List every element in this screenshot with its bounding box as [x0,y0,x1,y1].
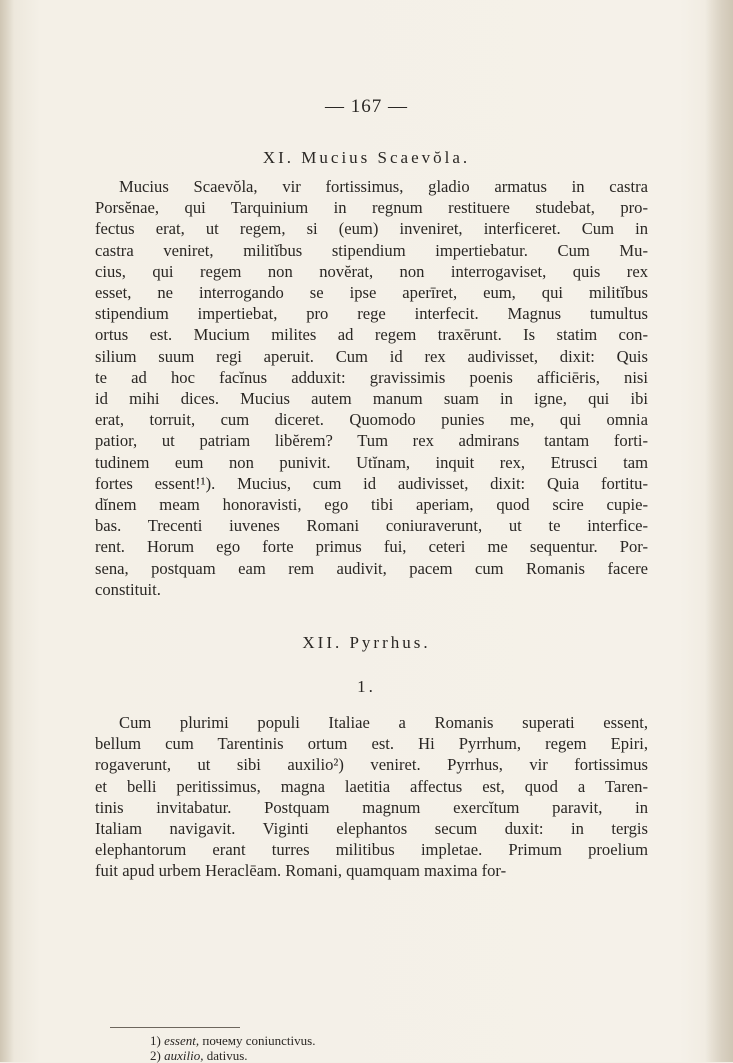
footnote-mark: 1) [150,1033,165,1048]
text-line: Cum plurimi populi Italiae a Romanis superati essent, [119,713,648,732]
text-line: tinis invitabatur. Postquam magnum exercĭtum paravit, in [95,797,648,817]
text-line: et belli peritissimus, magna laetitia affectus est, quod a Taren- [95,776,648,796]
text-line: esset, ne interrogando se ipse aperīret, eum, qui militĭbus [95,283,648,303]
footnote [150,1033,315,1048]
footnote-text: dativus. [203,1048,248,1063]
text-line: ortus est. Mucium milites ad regem traxērunt. Is statim con- [95,325,648,345]
footnote-text: почему coniunctivus. [199,1033,316,1048]
text-line: constituit. [95,579,161,599]
text-line: rogaverunt, ut sibi auxilio²) veniret. Pyrrhus, vir fortissimus [95,755,648,775]
footnote-term: essent, [164,1033,200,1048]
text-line: elephantorum erant turres militibus impletae. Primum proelium [95,840,648,860]
text-line: erat, torruit, cum diceret. Quomodo punies me, qui omnia [95,410,648,430]
footnotes [150,1033,315,1063]
text-line: tudinem eum non punivit. Utĭnam, inquit rex, Etrusci tam [95,452,648,472]
text-line: silium suum regi aperuit. Cum id rex audivisset, dixit: Quis [95,346,648,366]
footnote-divider [110,1027,240,1028]
footnote-term: auxilio, [164,1048,204,1063]
text-line: id mihi dices. Mucius autem manum suam in igne, qui ibi [95,389,648,409]
text-line: Porsĕnae, qui Tarquinium in regnum restituere studebat, pro- [95,198,648,218]
section-xi-body [95,176,648,600]
footnote-mark: 2) [150,1048,165,1063]
text-line: fortes essent!¹). Mucius, cum id audivisset, dixit: Quia fortitu- [95,473,648,493]
text-line: te ad hoc facĭnus adduxit: gravissimis poenis afficiēris, nisi [95,367,648,387]
text-line: Italiam navigavit. Viginti elephantos secum duxit: in tergis [95,819,648,839]
section-heading-xii: XII. Pyrrhus. [302,633,431,652]
text-line: cius, qui regem non novĕrat, non interrogaviset, quis rex [95,261,648,281]
page-number: — 167 — [325,96,408,117]
footnote [150,1048,315,1063]
text-line: bas. Trecenti iuvenes Romani coniuraverunt, ut te interfice- [95,516,648,536]
text-line: sena, postquam eam rem audivit, pacem cum Romanis facere [95,558,648,578]
section-heading-xi: XI. Mucius Scaevŏla. [262,148,471,167]
text-line: Mucius Scaevŏla, vir fortissimus, gladio armatus in castra [119,177,648,196]
text-line: castra veniret, militĭbus stipendium impertiebatur. Cum Mu- [95,240,648,260]
text-line: stipendium impertiebat, pro rege interfecit. Magnus tumultus [95,304,648,324]
text-line: dĭnem meam honoravisti, ego tibi aperiam, quod scire cupie- [95,495,648,515]
section-xii-body [95,712,648,882]
text-line: bellum cum Tarentinis ortum est. Hi Pyrrhum, regem Epiri, [95,734,648,754]
text-line: rent. Horum ego forte primus fui, ceteri me sequentur. Por- [95,537,648,557]
section-xii-subheading: 1. [357,677,376,696]
text-line: fectus erat, ut regem, si (eum) inveniret, interficeret. Cum in [95,219,648,239]
text-line: fuit apud urbem Heraclēam. Romani, quamquam maxima for- [95,861,507,881]
text-line: patior, ut patriam libĕrem? Tum rex admirans tantam forti- [95,431,648,451]
